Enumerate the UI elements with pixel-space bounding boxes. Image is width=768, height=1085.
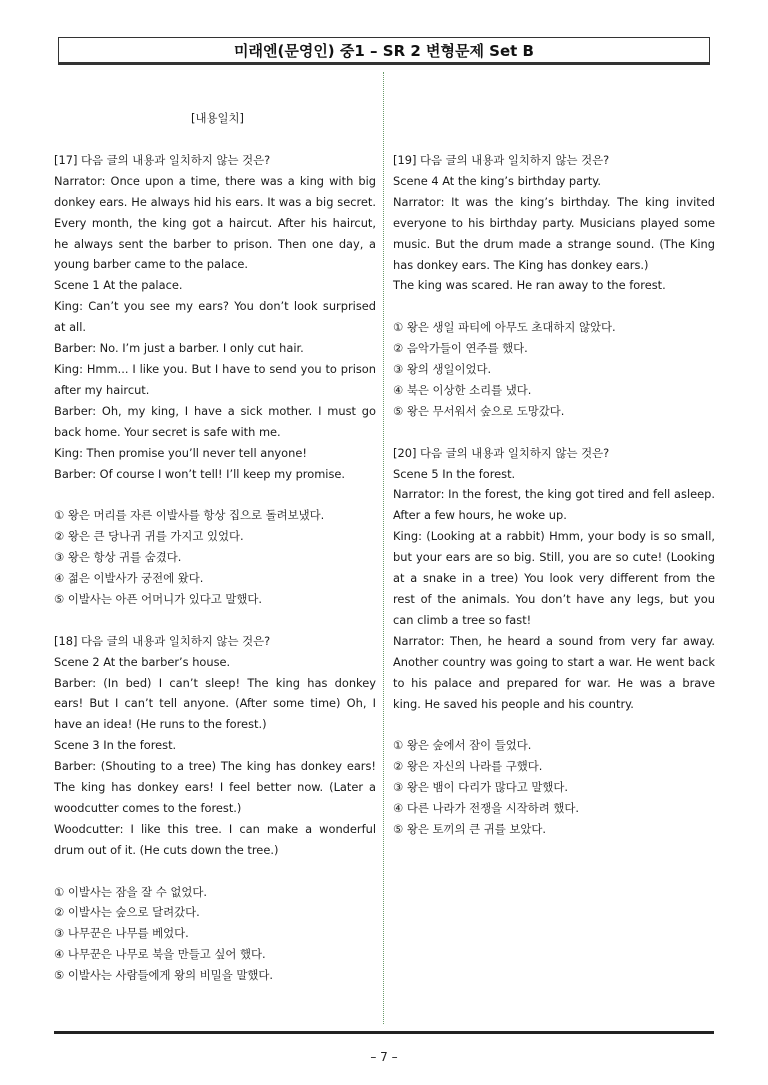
q19-line: The king was scared. He ran away to the forest. [393,278,666,293]
q19-option: ① 왕은 생일 파티에 아무도 초대하지 않았다. [393,320,616,335]
q19-line: Narrator: It was the king’s birthday. The king invited everyone to his birthday party. Musicians played some music. But the drum made a strange sound. (The King has donkey ears. The King has donkey ears.) [393,194,715,272]
q17-line: King: Hmm... I like you. But I have to send you to prison after my haircut. [54,361,376,397]
q20-line: Narrator: In the forest, the king got tired and fell asleep. After a few hours, he woke up. [393,487,715,523]
q18-line: Woodcutter: I like this tree. I can make a wonderful drum out of it. (He cuts down the tree.) [54,821,376,857]
footer-rule [54,1031,714,1034]
q18-option: ⑤ 이발사는 사람들에게 왕의 비밀을 말했다. [54,968,273,983]
q17-option: ① 왕은 머리를 자른 이발사를 항상 집으로 돌려보냈다. [54,508,325,523]
q17-option: ④ 젊은 이발사가 궁전에 왔다. [54,571,204,586]
question-18-title: [18] 다음 글의 내용과 일치하지 않는 것은? [54,633,271,648]
q18-line: Barber: (In bed) I can’t sleep! The king has donkey ears! But I can’t tell anyone. (After some time) Oh, I have an idea! (He runs to the forest.) [54,675,376,732]
q20-option: ⑤ 왕은 토끼의 큰 귀를 보았다. [393,821,546,836]
q19-line: Scene 4 At the king’s birthday party. [393,173,602,188]
q18-line: Scene 3 In the forest. [54,738,177,753]
q20-option: ① 왕은 숲에서 잠이 들었다. [393,738,532,753]
q19-option: ③ 왕의 생일이었다. [393,362,492,377]
q18-option: ③ 나무꾼은 나무를 베었다. [54,926,189,941]
q18-option: ① 이발사는 잠을 잘 수 없었다. [54,884,207,899]
q20-option: ② 왕은 자신의 나라를 구했다. [393,759,543,774]
q18-option: ② 이발사는 숲으로 달려갔다. [54,905,200,920]
q20-option: ④ 다른 나라가 전쟁을 시작하려 했다. [393,801,579,816]
page-number: – 7 – [370,1050,398,1064]
q17-line: Barber: No. I’m just a barber. I only cut hair. [54,341,304,356]
right-column [393,150,715,840]
page-title: 미래엔(문영인) 중1 – SR 2 변형문제 Set B [58,37,710,65]
q20-line: King: (Looking at a rabbit) Hmm, your body is so small, but your ears are so big. Still, you are so cute! (Looking at a snake in a tree) You look very different from the rest of the animals. You don’t have any legs, but you can climb a tree so fast! [393,529,715,627]
q19-option: ② 음악가들이 연주를 했다. [393,341,528,356]
q17-option: ③ 왕은 항상 귀를 숨겼다. [54,550,182,565]
q17-line: Barber: Oh, my king, I have a sick mother. I must go back home. Your secret is safe with me. [54,403,376,439]
q17-option: ② 왕은 큰 당나귀 귀를 가지고 있었다. [54,529,244,544]
left-column [54,108,376,986]
q17-line: Scene 1 At the palace. [54,278,183,293]
question-17-title: [17] 다음 글의 내용과 일치하지 않는 것은? [54,152,271,167]
q20-line: Scene 5 In the forest. [393,466,516,481]
q18-line: Scene 2 At the barber’s house. [54,654,231,669]
section-label: [내용일치] [191,111,244,125]
q17-line: King: Can’t you see my ears? You don’t look surprised at all. [54,299,376,335]
column-divider [383,72,384,1024]
q20-option: ③ 왕은 뱀이 다리가 많다고 말했다. [393,780,568,795]
q18-line: Barber: (Shouting to a tree) The king has donkey ears! The king has donkey ears! I feel better now. (Later a woodcutter comes to the forest.) [54,759,376,815]
q17-line: Narrator: Once upon a time, there was a king with big donkey ears. He always hid his ears. It was a big secret. Every month, the king got a haircut. After his haircut, he always sent the barber to prison. Then one day, a young barber came to the palace. [54,173,376,272]
q20-line: Narrator: Then, he heard a sound from very far away. Another country was going to start a war. He went back to his palace and prepared for war. He was a brave king. He saved his people and his country. [393,633,715,711]
q17-line: King: Then promise you’ll never tell anyone! [54,445,307,460]
question-20-title: [20] 다음 글의 내용과 일치하지 않는 것은? [393,445,610,460]
q18-option: ④ 나무꾼은 나무로 북을 만들고 싶어 했다. [54,947,266,962]
q19-option: ④ 북은 이상한 소리를 냈다. [393,382,532,397]
q17-line: Barber: Of course I won’t tell! I’ll keep my promise. [54,466,346,481]
question-19-title: [19] 다음 글의 내용과 일치하지 않는 것은? [393,153,610,167]
q19-option: ⑤ 왕은 무서워서 숲으로 도망갔다. [393,403,565,418]
q17-option: ⑤ 이발사는 아픈 어머니가 있다고 말했다. [54,591,262,606]
